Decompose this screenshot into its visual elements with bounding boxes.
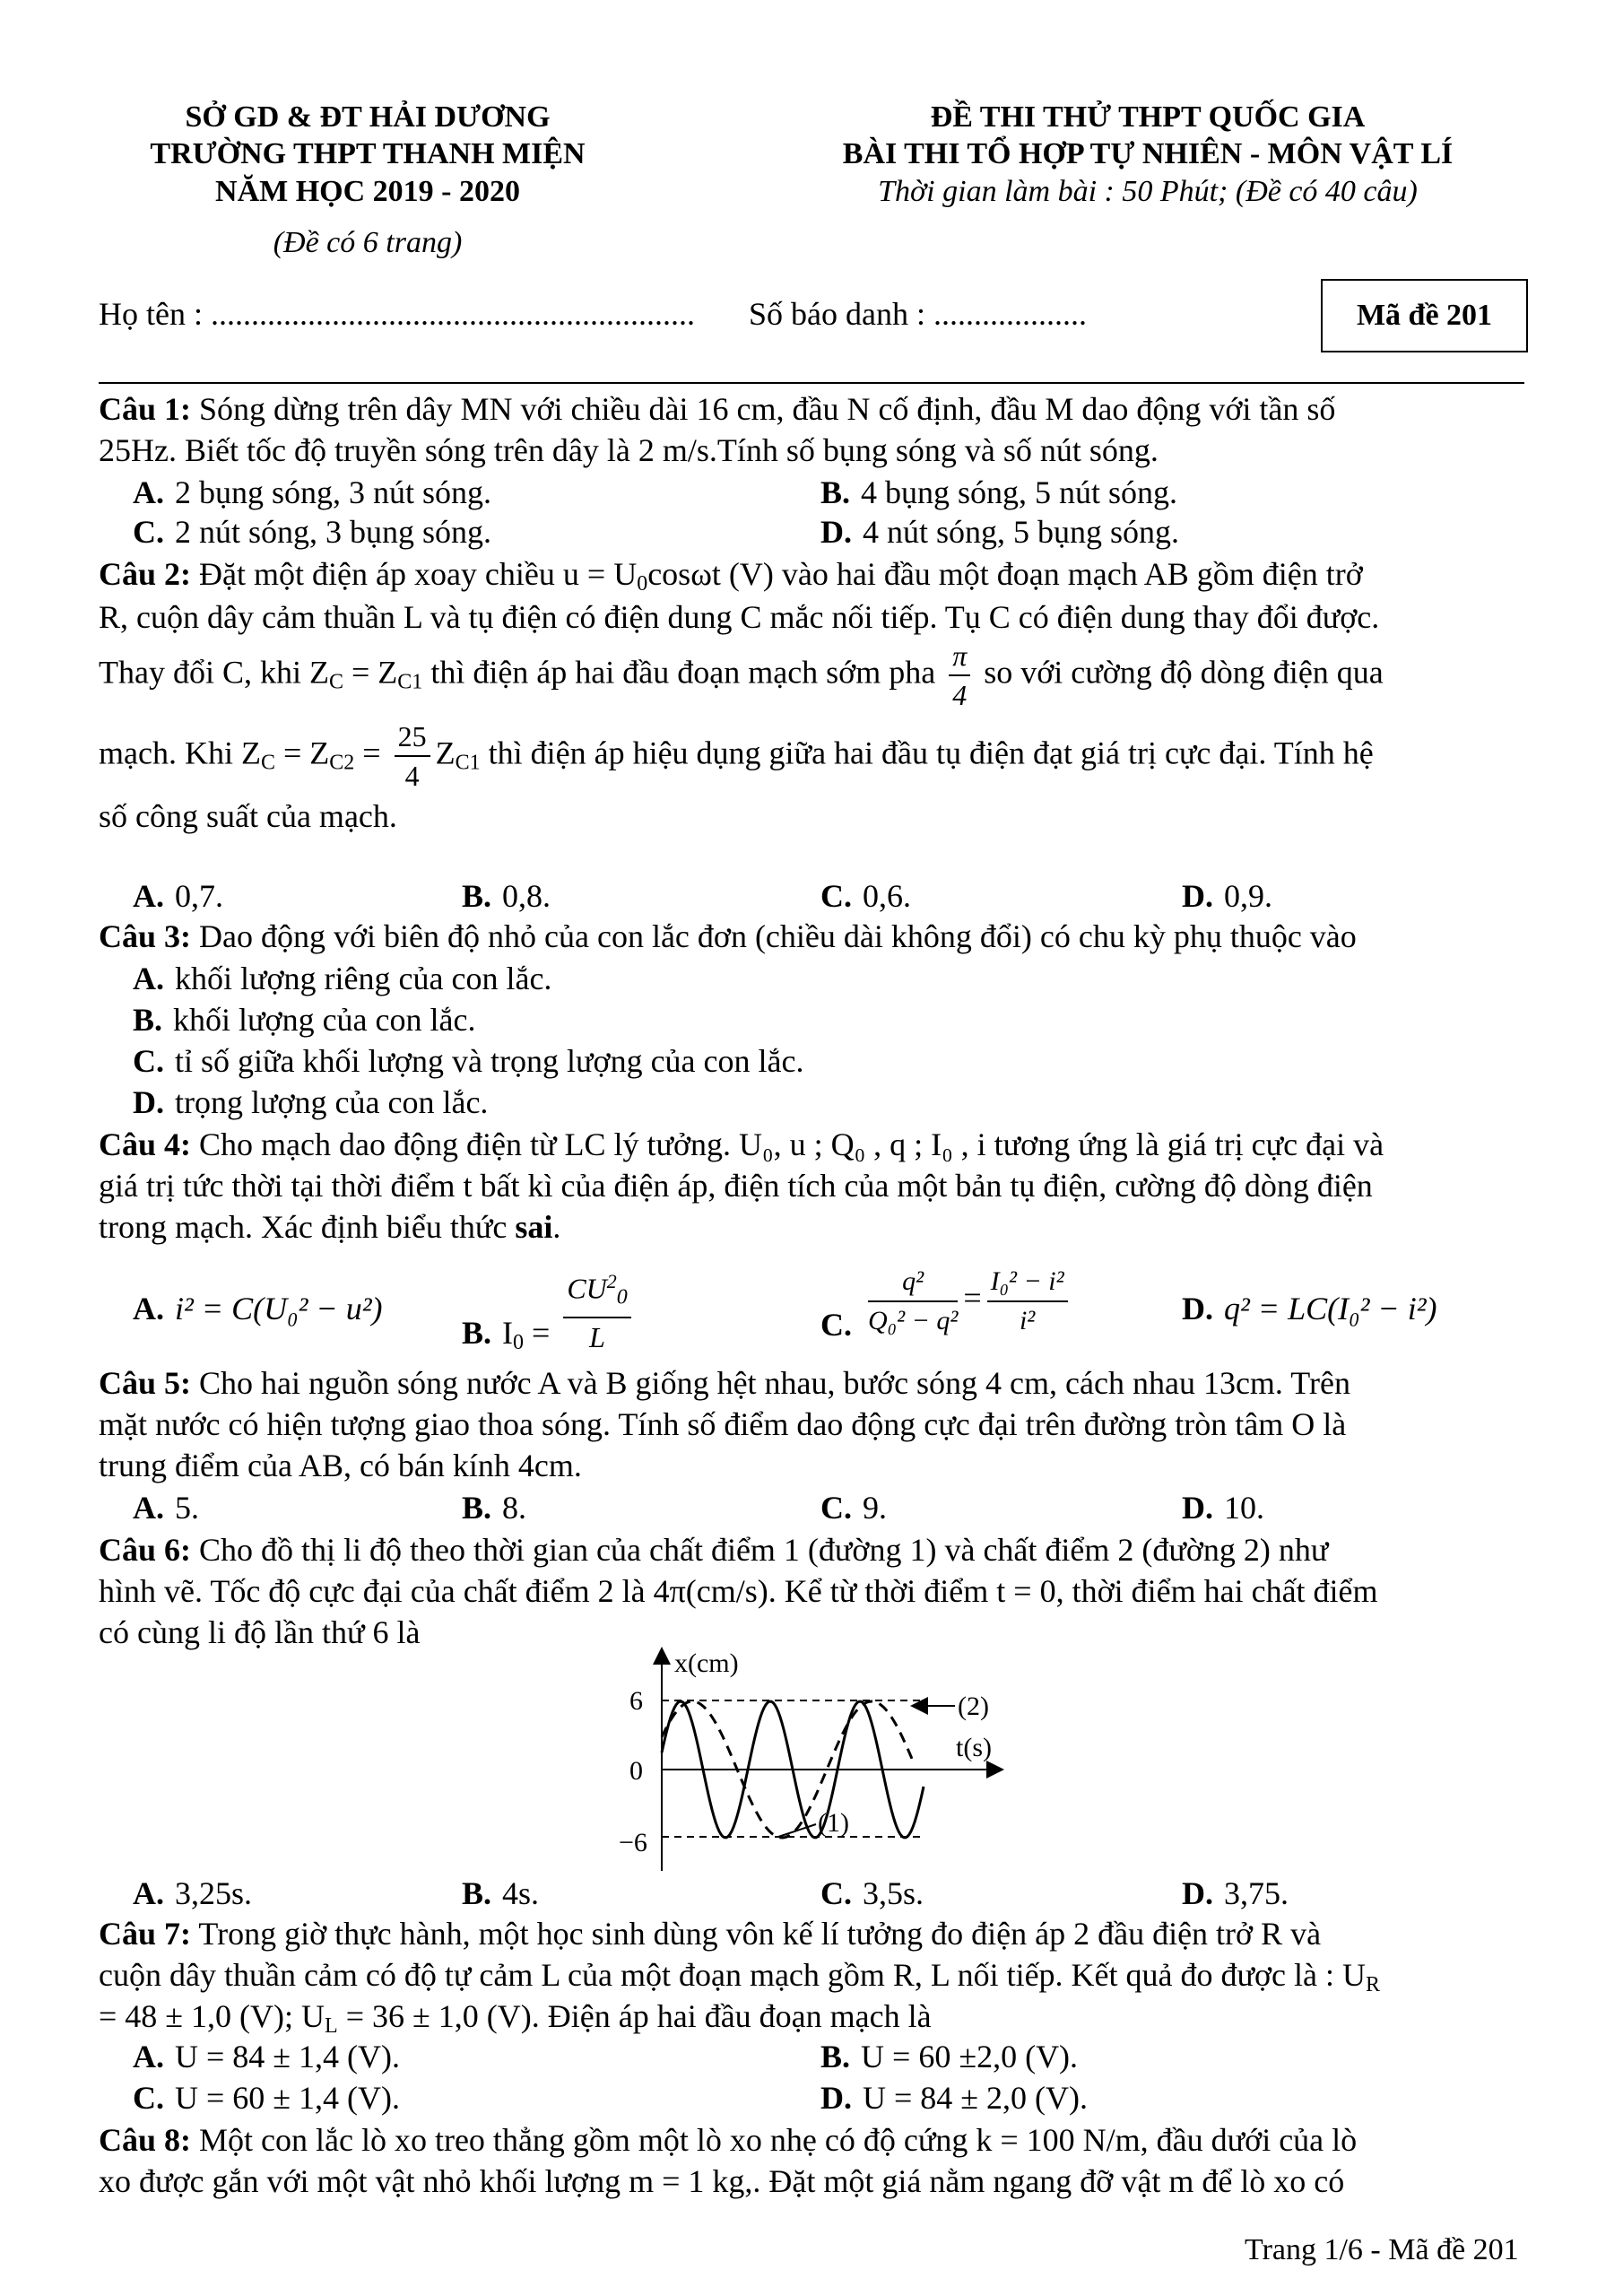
q6-text-2: hình vẽ. Tốc độ cực đại của chất điểm 2 là 4π(cm/s). Kể từ thời điểm t = 0, thời điểm hai chất điểm	[99, 1573, 1378, 1609]
q4-line-1: Câu 4: Cho mạch dao động điện từ LC lý tưởng. U₀, u ; Q₀ , q ; I₀ , i tương ứng là giá trị cực đại và	[99, 1126, 1384, 1162]
q6-text-3: có cùng li độ lần thứ 6 là	[99, 1614, 421, 1650]
q5-option-d: D. 10.	[1182, 1490, 1264, 1526]
q3-option-d: D. trọng lượng của con lắc.	[133, 1084, 489, 1120]
page-count-note: (Đề có 6 trang)	[273, 226, 463, 259]
q5-line-1: Câu 5: Cho hai nguồn sóng nước A và B giống hệt nhau, bước sóng 4 cm, cách nhau 13cm. Trên	[99, 1365, 1350, 1401]
exam-title: ĐỀ THI THỬ THPT QUỐC GIA	[930, 100, 1366, 134]
q8-line-1: Câu 8: Một con lắc lò xo treo thẳng gồm một lò xo nhẹ có độ cứng k = 100 N/m, đầu dưới của lò	[99, 2122, 1358, 2158]
curve-1-label: (1)	[818, 1808, 849, 1838]
q7-line-1: Câu 7: Trong giờ thực hành, một học sinh dùng vôn kế lí tưởng đo điện áp 2 đầu điện trở R và	[99, 1916, 1322, 1952]
q2-label: Câu 2:	[99, 556, 192, 592]
q7-line-2: cuộn dây thuần cảm có độ tự cảm L của một đoạn mạch gồm R, L nối tiếp. Kết quả đo được là : $U_R$	[99, 1957, 1381, 1996]
page-footer: Trang 1/6 - Mã đề 201	[1245, 2233, 1519, 2266]
q5-text-3: trung điểm của AB, có bán kính 4cm.	[99, 1448, 582, 1483]
displacement-graph	[619, 1647, 1031, 1880]
q7-option-d: D. U = 84 ± 2,0 (V).	[820, 2080, 1089, 2116]
q4-option-b: B. $I_0$ = $\frac{CU^2_0}{L}$	[462, 1263, 637, 1356]
q2-text-5: số công suất của mạch.	[99, 798, 397, 834]
q6-option-c: C. 3,5s.	[820, 1875, 924, 1911]
name-field: Họ tên : ............................................................	[99, 296, 695, 332]
school-name: TRƯỜNG THPT THANH MIỆN	[150, 137, 586, 170]
dept-name: SỞ GD & ĐT HẢI DƯƠNG	[185, 100, 551, 134]
q2-text-2: R, cuộn dây cảm thuần L và tụ điện có điện dung C mắc nối tiếp. Tụ C có điện dung thay đổi được.	[99, 599, 1380, 635]
school-year: NĂM HỌC 2019 - 2020	[215, 175, 520, 208]
q2-frac-pi: $\frac{\pi}{4}$	[949, 637, 970, 714]
q2-line-3: Thay đổi C, khi $Z_C = Z_{C1}$ thì điện áp hai đầu đoạn mạch sớm pha $\frac{\pi}{4}$ so với cường độ dòng điện qua	[99, 637, 1384, 714]
tick-6: 6	[629, 1686, 643, 1716]
q7-label: Câu 7:	[99, 1916, 192, 1952]
q2-option-a: A. 0,7.	[133, 878, 223, 914]
curve-2-label: (2)	[958, 1692, 989, 1721]
q2-line-4: mạch. Khi $Z_C = Z_{C2}$ = $\frac{25}{4}$ $Z_{C1}$ thì điện áp hiệu dụng giữa hai đầu tụ điện đạt giá trị cực đại. Tính hệ	[99, 718, 1374, 795]
q5-label: Câu 5:	[99, 1365, 192, 1401]
q3-option-b: B. khối lượng của con lắc.	[133, 1002, 476, 1038]
q7-option-b: B. U = 60 ±2,0 (V).	[820, 2039, 1079, 2074]
q1-line-1	[99, 389, 1335, 430]
q5-option-b: B. 8.	[462, 1490, 527, 1526]
q2-option-d: D. 0,9.	[1182, 878, 1272, 914]
tick-minus-6: −6	[619, 1828, 647, 1857]
q7-option-c: C. U = 60 ± 1,4 (V).	[133, 2080, 401, 2116]
q6-option-d: D. 3,75.	[1182, 1875, 1289, 1911]
q3-label: Câu 3:	[99, 918, 192, 954]
q4-option-c: C. $\frac{\text{q²}}{\text{Q₀² − q²}}$ = $\frac{\text{I₀² − i²}}{\text{i²}}$	[820, 1263, 1073, 1340]
q1-option-c: C. 2 nút sóng, 3 bụng sóng.	[133, 514, 492, 550]
q2-option-b: B. 0,8.	[462, 878, 551, 914]
q1-text-2: 25Hz. Biết tốc độ truyền sóng trên dây là 2 m/s.Tính số bụng sóng và số nút sóng.	[99, 432, 1159, 468]
q4-option-a: A. i² = C(U₀² − u²)	[133, 1291, 383, 1326]
q6-option-b: B. 4s.	[462, 1875, 540, 1911]
exam-time: Thời gian làm bài : 50 Phút; (Đề có 40 câu)	[878, 175, 1418, 208]
exam-code-box: Mã đề 201	[1321, 279, 1528, 352]
q6-line-1: Câu 6: Cho đồ thị li độ theo thời gian của chất điểm 1 (đường 1) và chất điểm 2 (đường 2) như	[99, 1532, 1329, 1568]
x-axis-label: t(s)	[956, 1733, 992, 1762]
q8-text-2: xo được gắn với một vật nhỏ khối lượng m = 1 kg,. Đặt một giá nằm ngang đỡ vật m để lò xo có	[99, 2163, 1345, 2199]
q1-text-1: Sóng dừng trên dây MN với chiều dài 16 cm, đầu N cố định, đầu M dao động với tần số	[199, 391, 1336, 427]
q2-line-1: Câu 2: Đặt một điện áp xoay chiều $u = U_0\cos\omega t$ (V) vào hai đầu một đoạn mạch AB gồm điện trở	[99, 556, 1363, 596]
q2-frac-25-4: $\frac{25}{4}$	[395, 718, 430, 795]
q1-option-d: D. 4 nút sóng, 5 bụng sóng.	[820, 514, 1180, 550]
y-axis-label: x(cm)	[674, 1648, 739, 1678]
q1-label: Câu 1:	[99, 391, 192, 427]
tick-0: 0	[629, 1756, 643, 1786]
q4-label: Câu 4:	[99, 1126, 192, 1162]
q4-line-3: trong mạch. Xác định biểu thức sai.	[99, 1209, 561, 1245]
q4-option-d: D. q² = LC(I₀² − i²)	[1182, 1291, 1437, 1326]
q7-option-a: A. U = 84 ± 1,4 (V).	[133, 2039, 401, 2074]
q1-option-a: A. 2 bụng sóng, 3 nút sóng.	[133, 474, 492, 510]
q1-option-b: B. 4 bụng sóng, 5 nút sóng.	[820, 474, 1178, 510]
q4-text-2: giá trị tức thời tại thời điểm t bất kì của điện áp, điện tích của một bản tụ điện, cường độ dòng điện	[99, 1168, 1373, 1204]
q3-line-1: Câu 3: Dao động với biên độ nhỏ của con lắc đơn (chiều dài không đổi) có chu kỳ phụ thuộc vào	[99, 918, 1357, 954]
q6-label: Câu 6:	[99, 1532, 192, 1568]
q3-option-c: C. tỉ số giữa khối lượng và trọng lượng của con lắc.	[133, 1043, 804, 1079]
q2-option-c: C. 0,6.	[820, 878, 911, 914]
header-divider	[99, 382, 1524, 384]
q5-option-c: C. 9.	[820, 1490, 887, 1526]
q8-label: Câu 8:	[99, 2122, 192, 2158]
q7-line-3: = 48 ± 1,0 (V); $U_L = 36 \pm 1,0$ (V). Điện áp hai đầu đoạn mạch là	[99, 1998, 932, 2038]
q5-text-2: mặt nước có hiện tượng giao thoa sóng. Tính số điểm dao động cực đại trên đường tròn tâm O là	[99, 1406, 1347, 1442]
q6-option-a: A. 3,25s.	[133, 1875, 253, 1911]
candidate-number-field: Số báo danh : ...................	[749, 296, 1087, 332]
q3-option-a: A. khối lượng riêng của con lắc.	[133, 961, 552, 996]
exam-subject: BÀI THI TỔ HỢP TỰ NHIÊN - MÔN VẬT LÍ	[842, 137, 1454, 170]
q5-option-a: A. 5.	[133, 1490, 199, 1526]
